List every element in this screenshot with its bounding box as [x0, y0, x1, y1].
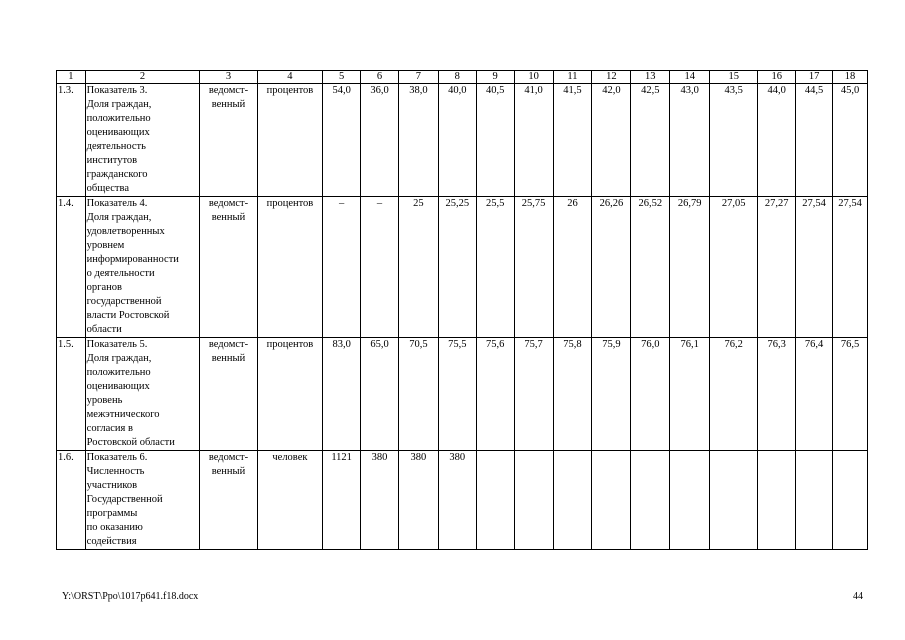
- value-cell: [553, 451, 592, 550]
- indicator-name-line: о деятельности: [86, 268, 155, 279]
- column-number-8: 8: [438, 71, 476, 84]
- table-row: [57, 197, 868, 338]
- indicator-name-line: Показатель 3.: [86, 85, 148, 96]
- value-cell: 25,75: [514, 197, 553, 338]
- value-cell: 38,0: [398, 84, 438, 197]
- value-cell: 40,0: [438, 84, 476, 197]
- indicator-name-line: участников: [86, 480, 138, 491]
- data-source: [200, 197, 257, 338]
- unit-of-measure: процентов: [257, 197, 323, 338]
- value-cell: 54,0: [323, 84, 361, 197]
- value-cell: 380: [361, 451, 399, 550]
- value-cell: 76,2: [710, 338, 758, 451]
- value-cell: 44,5: [796, 84, 833, 197]
- indicator-name-line: уровнем: [86, 240, 125, 251]
- value-cell: –: [361, 197, 399, 338]
- value-cell: 65,0: [361, 338, 399, 451]
- value-cell: 43,5: [710, 84, 758, 197]
- data-source: [200, 84, 257, 197]
- indicator-name-line: содействия: [86, 536, 137, 547]
- value-cell: 76,4: [796, 338, 833, 451]
- value-cell: 41,0: [514, 84, 553, 197]
- column-number-1: 1: [57, 71, 86, 84]
- data-source: [200, 338, 257, 451]
- column-number-18: 18: [833, 71, 868, 84]
- indicator-name-line: по оказанию: [86, 522, 143, 533]
- column-number-10: 10: [514, 71, 553, 84]
- data-source-line: ведомст-: [208, 85, 249, 96]
- table-row: [57, 338, 868, 451]
- column-number-13: 13: [631, 71, 670, 84]
- indicator-name-line: межэтнического: [86, 409, 160, 420]
- indicator-name-line: Доля граждан,: [86, 99, 152, 110]
- data-source-line: ведомст-: [208, 339, 249, 350]
- value-cell: 26,26: [592, 197, 631, 338]
- value-cell: 1121: [323, 451, 361, 550]
- value-cell: 380: [438, 451, 476, 550]
- indicator-name-line: Доля граждан,: [86, 212, 152, 223]
- data-source-line: венный: [211, 466, 246, 477]
- value-cell: 83,0: [323, 338, 361, 451]
- value-cell: 25,25: [438, 197, 476, 338]
- column-number-5: 5: [323, 71, 361, 84]
- value-cell: [833, 451, 868, 550]
- value-cell: 75,5: [438, 338, 476, 451]
- indicator-name-line: положительно: [86, 113, 151, 124]
- row-index: 1.6.: [57, 451, 86, 550]
- data-source-line: ведомст-: [208, 452, 249, 463]
- value-cell: 27,54: [796, 197, 833, 338]
- indicator-name-line: оценивающих: [86, 381, 150, 392]
- value-cell: 44,0: [758, 84, 796, 197]
- row-index: 1.4.: [57, 197, 86, 338]
- data-source: [200, 451, 257, 550]
- indicator-name: [85, 451, 200, 550]
- value-cell: 25,5: [476, 197, 514, 338]
- indicator-name-line: Показатель 5.: [86, 339, 148, 350]
- row-index: 1.5.: [57, 338, 86, 451]
- indicator-name-line: государственной: [86, 296, 162, 307]
- page-number: 44: [853, 591, 863, 602]
- indicator-name-line: согласия в: [86, 423, 133, 434]
- value-cell: 26,52: [631, 197, 670, 338]
- value-cell: 76,3: [758, 338, 796, 451]
- value-cell: 75,9: [592, 338, 631, 451]
- value-cell: 70,5: [398, 338, 438, 451]
- table-row: [57, 451, 868, 550]
- column-number-9: 9: [476, 71, 514, 84]
- column-number-7: 7: [398, 71, 438, 84]
- column-number-17: 17: [796, 71, 833, 84]
- value-cell: [631, 451, 670, 550]
- unit-of-measure: процентов: [257, 84, 323, 197]
- indicator-name-line: программы: [86, 508, 138, 519]
- indicator-name-line: органов: [86, 282, 122, 293]
- column-number-row: [57, 71, 868, 84]
- indicator-name-line: уровень: [86, 395, 123, 406]
- value-cell: 45,0: [833, 84, 868, 197]
- indicator-name: [85, 197, 200, 338]
- unit-of-measure: процентов: [257, 338, 323, 451]
- value-cell: 27,54: [833, 197, 868, 338]
- value-cell: 25: [398, 197, 438, 338]
- column-number-12: 12: [592, 71, 631, 84]
- indicator-name-line: гражданского: [86, 169, 148, 180]
- value-cell: [758, 451, 796, 550]
- column-number-16: 16: [758, 71, 796, 84]
- value-cell: [796, 451, 833, 550]
- column-number-2: 2: [85, 71, 200, 84]
- value-cell: –: [323, 197, 361, 338]
- indicator-name-line: Доля граждан,: [86, 353, 152, 364]
- indicator-name-line: информированности: [86, 254, 179, 265]
- value-cell: 76,1: [670, 338, 710, 451]
- value-cell: [592, 451, 631, 550]
- table-row: [57, 84, 868, 197]
- value-cell: 43,0: [670, 84, 710, 197]
- value-cell: 380: [398, 451, 438, 550]
- value-cell: 41,5: [553, 84, 592, 197]
- indicator-name-line: власти Ростовской: [86, 310, 170, 321]
- indicator-name-line: Государственной: [86, 494, 163, 505]
- value-cell: 26,79: [670, 197, 710, 338]
- indicator-name-line: положительно: [86, 367, 151, 378]
- value-cell: [476, 451, 514, 550]
- unit-of-measure: человек: [257, 451, 323, 550]
- value-cell: 40,5: [476, 84, 514, 197]
- value-cell: [710, 451, 758, 550]
- value-cell: 42,0: [592, 84, 631, 197]
- value-cell: [514, 451, 553, 550]
- indicator-name-line: удовлетворенных: [86, 226, 165, 237]
- data-source-line: венный: [211, 353, 246, 364]
- value-cell: 75,8: [553, 338, 592, 451]
- value-cell: 75,6: [476, 338, 514, 451]
- indicator-name-line: области: [86, 324, 122, 335]
- value-cell: 42,5: [631, 84, 670, 197]
- indicator-name: [85, 84, 200, 197]
- indicator-name-line: деятельность: [86, 141, 146, 152]
- indicator-name: [85, 338, 200, 451]
- column-number-15: 15: [710, 71, 758, 84]
- value-cell: 76,5: [833, 338, 868, 451]
- indicator-name-line: Показатель 4.: [86, 198, 148, 209]
- indicator-name-line: оценивающих: [86, 127, 150, 138]
- column-number-6: 6: [361, 71, 399, 84]
- column-number-4: 4: [257, 71, 323, 84]
- value-cell: 36,0: [361, 84, 399, 197]
- indicator-name-line: Численность: [86, 466, 145, 477]
- value-cell: 26: [553, 197, 592, 338]
- indicator-name-line: Показатель 6.: [86, 452, 148, 463]
- data-source-line: венный: [211, 212, 246, 223]
- value-cell: 75,7: [514, 338, 553, 451]
- indicator-name-line: институтов: [86, 155, 138, 166]
- data-source-line: венный: [211, 99, 246, 110]
- file-path: Y:\ORST\Ppo\1017p641.f18.docx: [62, 591, 199, 602]
- indicator-name-line: общества: [86, 183, 129, 194]
- column-number-3: 3: [200, 71, 257, 84]
- column-number-14: 14: [670, 71, 710, 84]
- value-cell: 27,27: [758, 197, 796, 338]
- value-cell: 27,05: [710, 197, 758, 338]
- indicator-name-line: Ростовской области: [86, 437, 175, 448]
- row-index: 1.3.: [57, 84, 86, 197]
- column-number-11: 11: [553, 71, 592, 84]
- data-source-line: ведомст-: [208, 198, 249, 209]
- indicators-table: [56, 70, 868, 550]
- value-cell: [670, 451, 710, 550]
- value-cell: 76,0: [631, 338, 670, 451]
